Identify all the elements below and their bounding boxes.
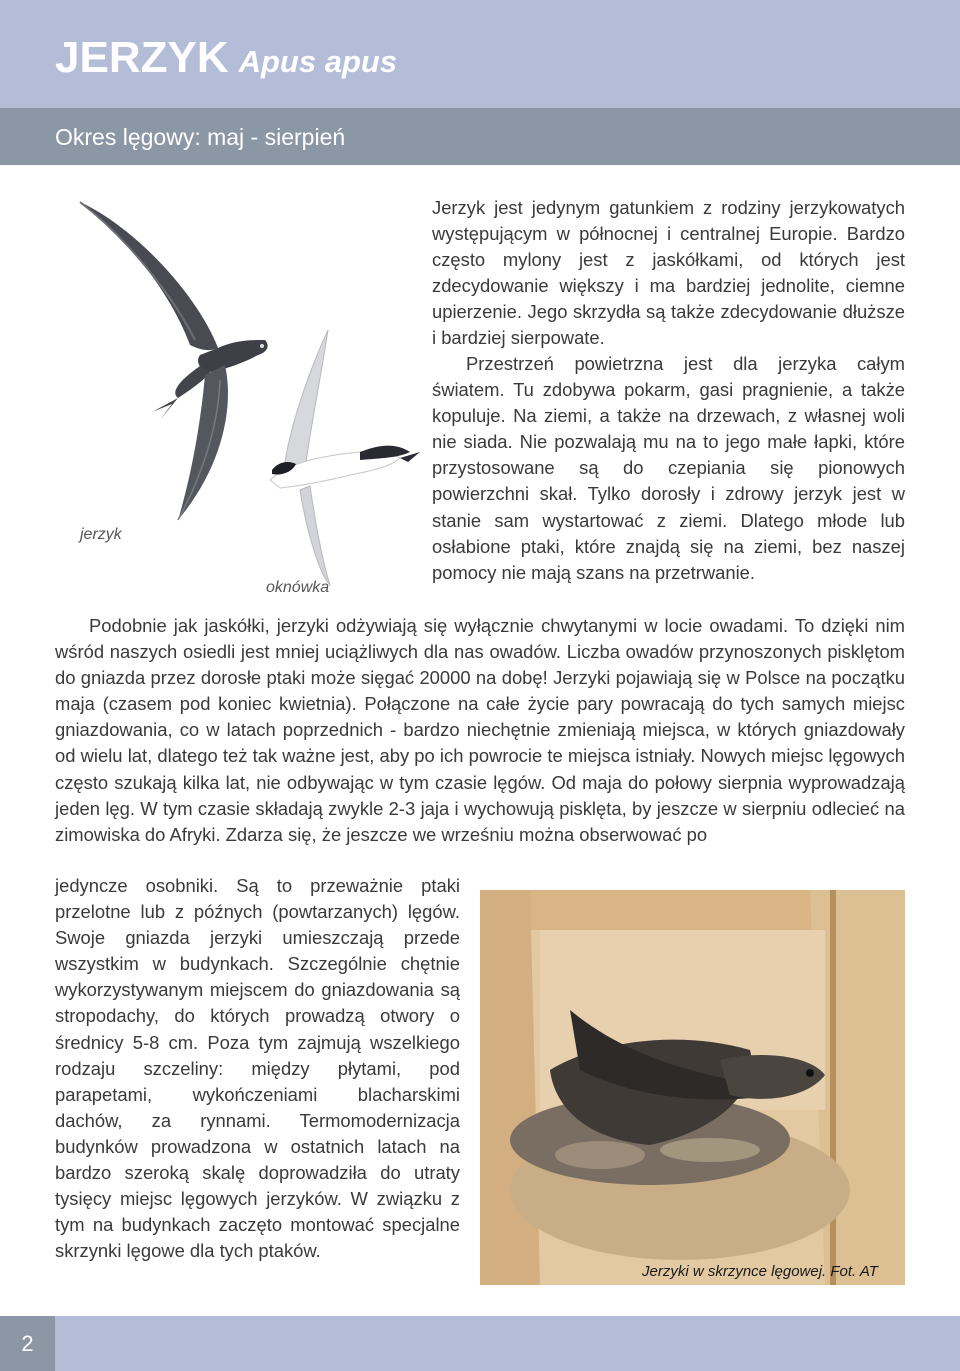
page-number: 2: [21, 1331, 34, 1356]
paragraph-intro: Jerzyk jest jedynym gatunkiem z rodziny jerzykowatych występującym w północnej i centralnej Europie. Bardzo często mylony jest z jaskółkami, od których jest zdecydowanie większy i ma bardziej jednolite, ciemne upierzenie. Jego skrzydła są także zdecydowanie dłuższe i bardziej sierpowate.: [432, 197, 905, 349]
photo-caption: Jerzyki w skrzynce lęgowej. Fot. AT: [642, 1263, 878, 1280]
birds-illustration: [60, 190, 430, 610]
paragraph-airspace: Przestrzeń powietrzna jest dla jerzyka całym światem. Tu zdobywa pokarm, gasi pragnienie, a także kopuluje. Na ziemi, a także na drzewach, z własnej woli nie siada. Nie pozwalają mu na to jego małe łapki, które przystosowane są do czepiania się pionowych powierzchni skał. Tylko dorosły i zdrowy jerzyk jest w stanie sam wystartować z ziemi. Dlatego młode lub osłabione ptaki, które znajdą się na ziemi, bez naszej pomocy nie mają szans na przetrwanie.: [432, 353, 905, 583]
breeding-season: Okres lęgowy: maj - sierpień: [55, 124, 346, 150]
martin-drawing: [270, 330, 420, 585]
paragraph-feeding: Podobnie jak jaskółki, jerzyki odżywiają się wyłącznie chwytanymi w locie owadami. To dzięki nim wśród naszych osiedli jest mniej uciążliwych dla nas owadów. Liczba owadów przynoszonych pisklętom do gniazda przez dorosłe ptaki może sięgać 20000 na dobę! Jerzyki pojawiają się w Polsce na początku maja (czasem pod koniec kwietnia). Połączone na całe życie pary powracają do tych samych miejsc gniazdowania, co w latach poprzednich - bardzo niechętnie zmieniają miejsca, w których gniazdowały od wielu lat, dlatego też tak ważne jest, aby po ich powrocie te miejsca istniały. Nowych miejsc lęgowych często szukają kilka lat, nie odbywając w tym czasie lęgów. Od maja do połowy sierpnia wyprowadzają jeden lęg. W tym czasie składają zwykle 2-3 jaja i wychowują pisklęta, by jeszcze w sierpniu odlecieć na zimowiska do Afryki. Zdarza się, że jeszcze we wrześniu można obserwować po: [55, 615, 905, 845]
swift-drawing: [80, 202, 268, 520]
label-martin: oknówka: [266, 579, 330, 596]
footer-band: [0, 1316, 960, 1371]
paragraph-nesting: jedyncze osobniki. Są to przeważnie ptaki przelotne lub z późnych (powtarzanych) lęgów. Swoje gniazda jerzyki umieszczają przede wszystkim w budynkach. Szczególnie chętnie wykorzystywanym miejscem do gniazdowania są stropodachy, do których prowadzą otwory o średnicy 5-8 cm. Poza tym zajmują wszelkiego rodzaju szczeliny: między płytami, pod parapetami, wykończeniami blacharskimi dachów, za rynnami. Termomodernizacja budynków prowadzona w ostatnich latach na bardzo szeroką skalę doprowadziła do utraty tysięcy miejsc lęgowych jerzyków. W związku z tym na budynkach zaczęto montować specjalne skrzynki lęgowe dla tych ptaków.: [55, 875, 460, 1262]
latin-name: Apus apus: [238, 44, 398, 79]
page-title: [55, 30, 397, 90]
label-swift: jerzyk: [80, 526, 122, 543]
species-name: JERZYK: [55, 33, 229, 82]
nestbox-photo: [480, 890, 905, 1285]
